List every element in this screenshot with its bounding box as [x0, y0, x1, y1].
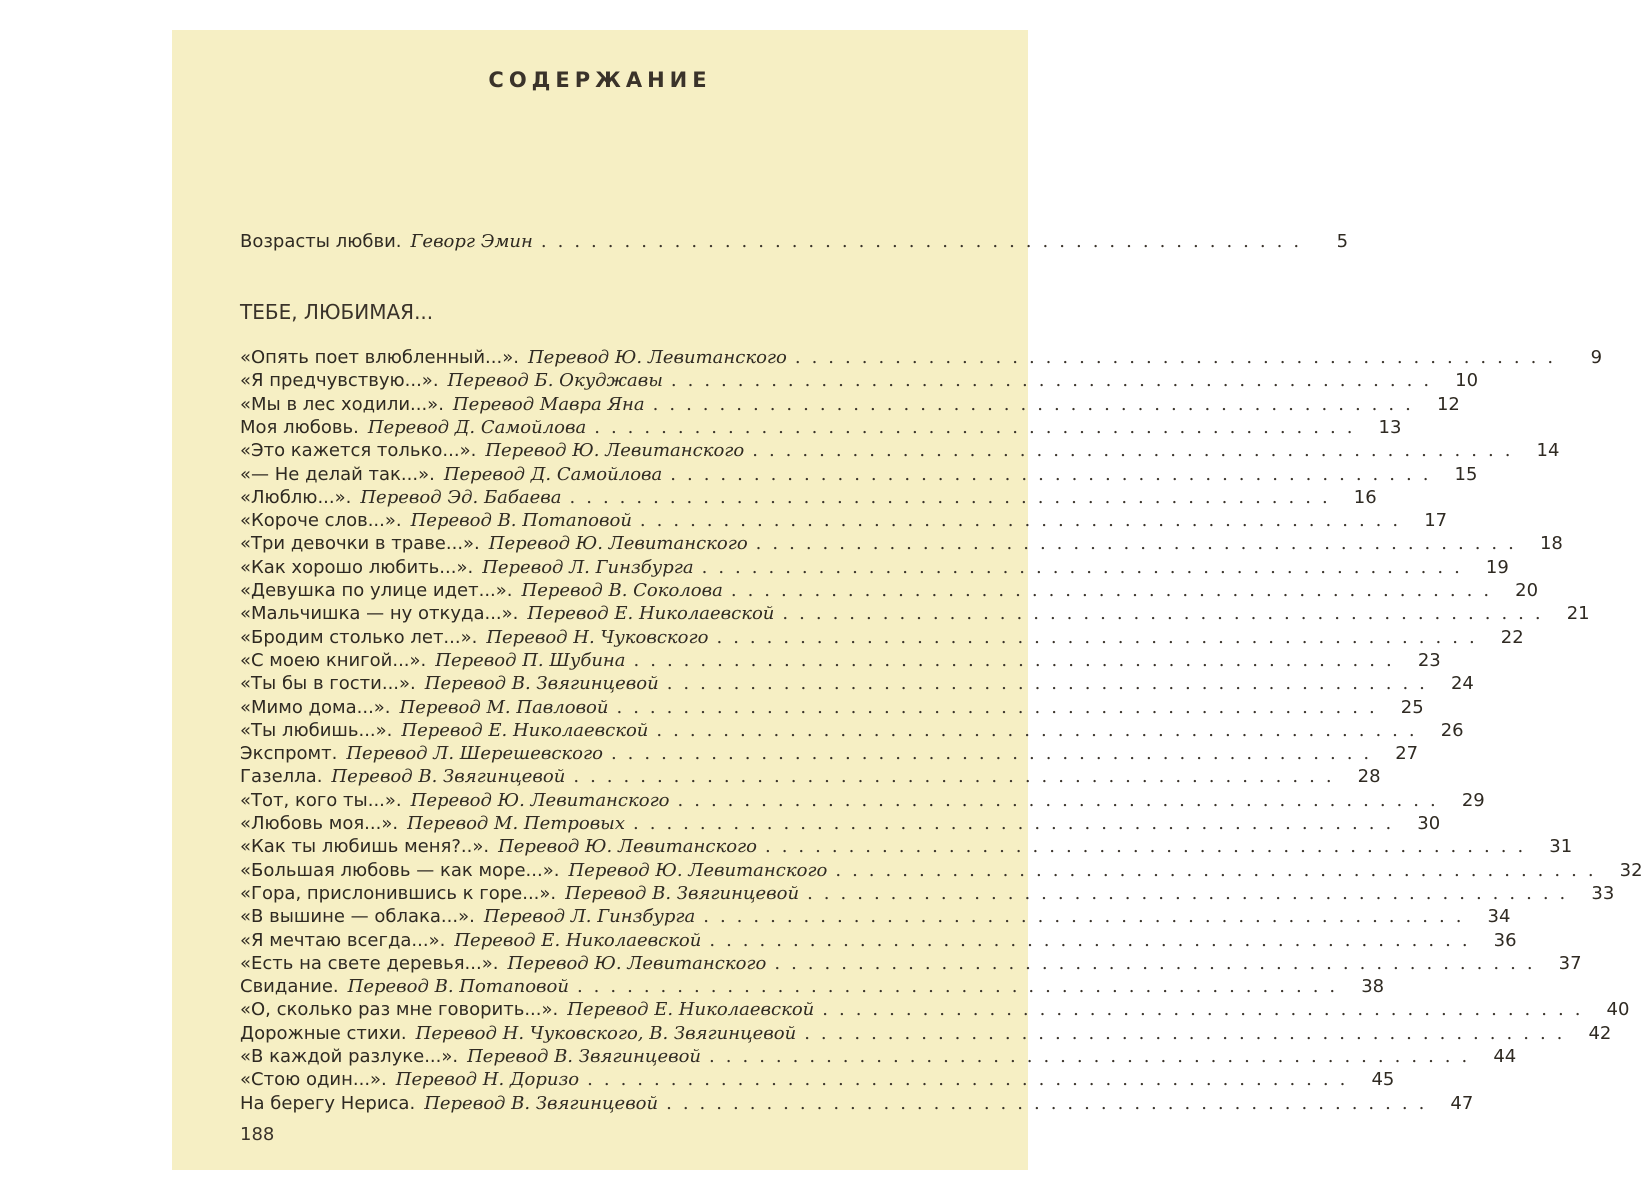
entry-title: «Ты бы в гости...».	[240, 673, 416, 695]
entry-page-number: 25	[1400, 696, 1424, 718]
entry-page-number: 44	[1493, 1046, 1517, 1067]
entry-page-number: 31	[1549, 836, 1573, 858]
toc-entry	[240, 952, 1582, 976]
entry-title: «Мимо дома...».	[240, 696, 391, 718]
entry-title: Свидание.	[240, 976, 339, 998]
toc-entry	[240, 556, 1509, 580]
toc-entry	[240, 1022, 1612, 1046]
entry-title: «С моею книгой...».	[240, 649, 427, 671]
entry-title: «Бродим столько лет...».	[240, 626, 478, 648]
toc-entry	[240, 696, 1424, 720]
entry-title: «Опять поет влюбленный...».	[240, 347, 519, 368]
entry-page-number: 36	[1493, 929, 1517, 951]
entry-page-number: 9	[1590, 347, 1603, 368]
dot-leader: ..............................................	[616, 696, 1386, 718]
toc-entry	[240, 789, 1485, 813]
entry-title: Возрасты любви.	[240, 231, 402, 252]
entry-credit: Перевод Е. Николаевской	[567, 999, 815, 1021]
entry-credit: Перевод Ю. Левитанского	[488, 533, 748, 555]
entry-title: «Три девочки в траве...».	[240, 533, 480, 555]
toc-entry	[240, 649, 1441, 673]
toc-entry	[240, 719, 1464, 743]
entry-title: «Мы в лес ходили...».	[240, 393, 444, 415]
dot-leader: ..............................................	[587, 1069, 1357, 1091]
entry-page-number: 16	[1353, 486, 1377, 508]
entry-page-number: 12	[1436, 393, 1460, 415]
entry-page-number: 27	[1395, 743, 1419, 765]
dot-leader: ..............................................	[573, 766, 1343, 788]
dot-leader: ..............................................	[703, 906, 1473, 928]
entry-credit: Перевод В. Потаповой	[347, 976, 569, 998]
entry-title: Экспромт.	[240, 743, 338, 765]
dot-leader: ..............................................	[670, 370, 1441, 392]
entry-credit: Перевод Ю. Левитанского	[568, 859, 828, 881]
dot-leader: ..............................................	[633, 813, 1403, 834]
entry-page-number: 34	[1487, 906, 1511, 928]
entry-page-number: 14	[1536, 440, 1560, 462]
entry-page-number: 17	[1424, 510, 1448, 532]
dot-leader: ..............................................	[569, 486, 1339, 508]
toc-entry	[240, 1092, 1474, 1116]
dot-leader: ..............................................	[701, 556, 1471, 578]
entry-page-number: 13	[1378, 416, 1402, 438]
entry-credit: Перевод Ю. Левитанского	[410, 789, 670, 811]
entry-title: «Девушка по улице идет...».	[240, 580, 513, 601]
entry-title: «Я мечтаю всегда...».	[240, 929, 446, 951]
entry-page-number: 45	[1371, 1069, 1395, 1091]
toc-entry	[240, 975, 1385, 999]
entry-page-number: 19	[1485, 556, 1509, 578]
entry-credit: Геворг Эмин	[410, 231, 533, 252]
entry-credit: Перевод В. Звягинцевой	[565, 882, 800, 904]
toc-entry	[240, 742, 1419, 766]
entry-credit: Перевод П. Шубина	[435, 649, 626, 671]
entry-page-number: 33	[1591, 882, 1615, 904]
toc-entry	[240, 346, 1603, 370]
toc-entry	[240, 1068, 1395, 1092]
entry-title: «О, сколько раз мне говорить...».	[240, 999, 559, 1021]
dot-leader: ..............................................	[804, 1022, 1574, 1044]
entry-credit: Перевод Л. Шерешевского	[346, 743, 603, 765]
entry-page-number: 21	[1566, 603, 1590, 625]
entry-credit: Перевод Ю. Левитанского	[527, 347, 787, 368]
entry-credit: Перевод В. Потаповой	[410, 510, 632, 532]
entry-credit: Перевод М. Павловой	[399, 696, 609, 718]
entry-title: «Стою один...».	[240, 1069, 387, 1091]
dot-leader: ..............................................	[670, 463, 1440, 485]
entry-title: «Тот, кого ты...».	[240, 789, 402, 811]
dot-leader: ..............................................	[540, 231, 1311, 252]
dot-leader: ..............................................	[755, 533, 1525, 555]
dot-leader: ..............................................	[666, 673, 1436, 695]
dot-leader: ..............................................	[652, 393, 1422, 415]
entry-page-number: 40	[1606, 999, 1630, 1021]
entry-page-number: 47	[1450, 1092, 1474, 1114]
entry-credit: Перевод М. Петровых	[407, 813, 625, 834]
dot-leader: ..............................................	[610, 743, 1381, 765]
dot-leader: ..............................................	[594, 416, 1364, 438]
toc-entry	[240, 835, 1573, 859]
entry-title: «Я предчувствую...».	[240, 370, 439, 392]
entry-page-number: 32	[1619, 859, 1643, 881]
dot-leader: ..............................................	[576, 976, 1347, 998]
toc-entry	[240, 486, 1377, 510]
entry-credit: Перевод Д. Самойлова	[367, 416, 587, 438]
entry-page-number: 20	[1515, 580, 1539, 601]
dot-leader: ..............................................	[807, 882, 1577, 904]
entry-credit: Перевод Е. Николаевской	[527, 603, 775, 625]
dot-leader: ..............................................	[835, 859, 1605, 881]
entry-title: «Как ты любишь меня?..».	[240, 836, 490, 858]
entry-page-number: 24	[1450, 673, 1474, 695]
dot-leader: ..............................................	[782, 603, 1552, 625]
entry-title: «Короче слов...».	[240, 510, 402, 532]
entry-page-number: 5	[1336, 231, 1349, 252]
toc-entry	[240, 765, 1381, 789]
entry-title: Дорожные стихи.	[240, 1022, 407, 1044]
entry-title: «Люблю...».	[240, 486, 352, 508]
entry-page-number: 29	[1461, 789, 1485, 811]
dot-leader: ..............................................	[794, 347, 1565, 368]
page-title: СОДЕРЖАНИЕ	[488, 68, 712, 92]
entry-title: «В вышине — облака...».	[240, 906, 475, 928]
dot-leader: ..............................................	[764, 836, 1535, 858]
toc-entry	[240, 439, 1560, 463]
toc-entry	[240, 463, 1478, 487]
toc-entry	[240, 882, 1615, 906]
toc-entry	[240, 416, 1402, 440]
entry-credit: Перевод Д. Самойлова	[443, 463, 663, 485]
entry-credit: Перевод Ю. Левитанского	[485, 440, 745, 462]
entry-page-number: 42	[1588, 1022, 1612, 1044]
toc-entry	[240, 859, 1643, 883]
toc-entry	[240, 1045, 1517, 1069]
dot-leader: ..............................................	[677, 789, 1447, 811]
entry-page-number: 18	[1539, 533, 1563, 555]
entry-title: Моя любовь.	[240, 416, 359, 438]
toc-entry-intro	[240, 230, 1349, 254]
toc-entry	[240, 998, 1630, 1022]
dot-leader: ..............................................	[639, 510, 1410, 532]
entry-title: «В каждой разлуке...».	[240, 1046, 459, 1067]
entry-page-number: 26	[1440, 719, 1464, 741]
entry-title: «Как хорошо любить...».	[240, 556, 474, 578]
dot-leader: ..............................................	[822, 999, 1592, 1021]
entry-credit: Перевод Эд. Бабаева	[360, 486, 562, 508]
entry-page-number: 30	[1417, 813, 1441, 834]
entry-credit: Перевод Л. Гинзбурга	[482, 556, 694, 578]
dot-leader: ..............................................	[774, 952, 1544, 974]
entry-title: «Ты любишь...».	[240, 719, 393, 741]
entry-page-number: 10	[1455, 370, 1479, 392]
page-number: 188	[240, 1124, 275, 1145]
entry-title: «Гора, прислонившись к горе...».	[240, 882, 557, 904]
entry-page-number: 38	[1361, 976, 1385, 998]
dot-leader: ..............................................	[656, 719, 1426, 741]
dot-leader: ..............................................	[633, 649, 1403, 671]
entry-credit: Перевод Н. Чуковского, В. Звягинцевой	[415, 1022, 797, 1044]
entry-page-number: 15	[1454, 463, 1478, 485]
toc-entry	[240, 369, 1479, 393]
entry-credit: Перевод В. Звягинцевой	[467, 1046, 702, 1067]
entry-page-number: 28	[1357, 766, 1381, 788]
toc-entry	[240, 579, 1539, 603]
entry-title: «— Не делай так...».	[240, 463, 435, 485]
dot-leader: ..............................................	[730, 580, 1501, 601]
entry-credit: Перевод Е. Николаевской	[401, 719, 649, 741]
toc-entry	[240, 626, 1524, 650]
entry-page-number: 22	[1500, 626, 1524, 648]
entry-credit: Перевод В. Соколова	[521, 580, 723, 601]
entry-credit: Перевод Н. Доризо	[395, 1069, 580, 1091]
entry-credit: Перевод Н. Чуковского	[486, 626, 709, 648]
entry-title: «Любовь моя...».	[240, 813, 399, 834]
entry-title: «Есть на свете деревья...».	[240, 952, 499, 974]
toc-entry	[240, 929, 1517, 953]
entry-credit: Перевод В. Звягинцевой	[424, 1092, 659, 1114]
entry-title: «Это кажется только...».	[240, 440, 477, 462]
entry-title: «Мальчишка — ну откуда...».	[240, 603, 519, 625]
entry-credit: Перевод В. Звягинцевой	[331, 766, 566, 788]
entry-title: Газелла.	[240, 766, 323, 788]
entry-title: «Большая любовь — как море...».	[240, 859, 560, 881]
entry-credit: Перевод Ю. Левитанского	[507, 952, 767, 974]
toc-entry	[240, 812, 1441, 836]
entry-credit: Перевод Ю. Левитанского	[498, 836, 757, 858]
toc-entry	[240, 393, 1460, 417]
book-page	[172, 30, 1643, 1170]
toc-entry	[240, 672, 1474, 696]
dot-leader: ..............................................	[716, 626, 1486, 648]
entry-page-number: 37	[1558, 952, 1582, 974]
dot-leader: ..............................................	[709, 1046, 1479, 1067]
toc-entry	[240, 509, 1448, 533]
toc-entry	[240, 602, 1590, 626]
entry-credit: Перевод Б. Окуджавы	[447, 370, 663, 392]
entry-credit: Перевод В. Звягинцевой	[424, 673, 659, 695]
toc-entry	[240, 532, 1563, 556]
toc-entry	[240, 905, 1511, 929]
entry-page-number: 23	[1417, 649, 1441, 671]
dot-leader: ..............................................	[666, 1092, 1436, 1114]
entry-title: На берегу Нериса.	[240, 1092, 416, 1114]
entry-credit: Перевод Мавра Яна	[452, 393, 645, 415]
section-title: ТЕБЕ, ЛЮБИМАЯ...	[240, 300, 434, 324]
entry-credit: Перевод Е. Николаевской	[454, 929, 702, 951]
dot-leader: ..............................................	[709, 929, 1479, 951]
entry-credit: Перевод Л. Гинзбурга	[483, 906, 696, 928]
dot-leader: ..............................................	[752, 440, 1522, 462]
